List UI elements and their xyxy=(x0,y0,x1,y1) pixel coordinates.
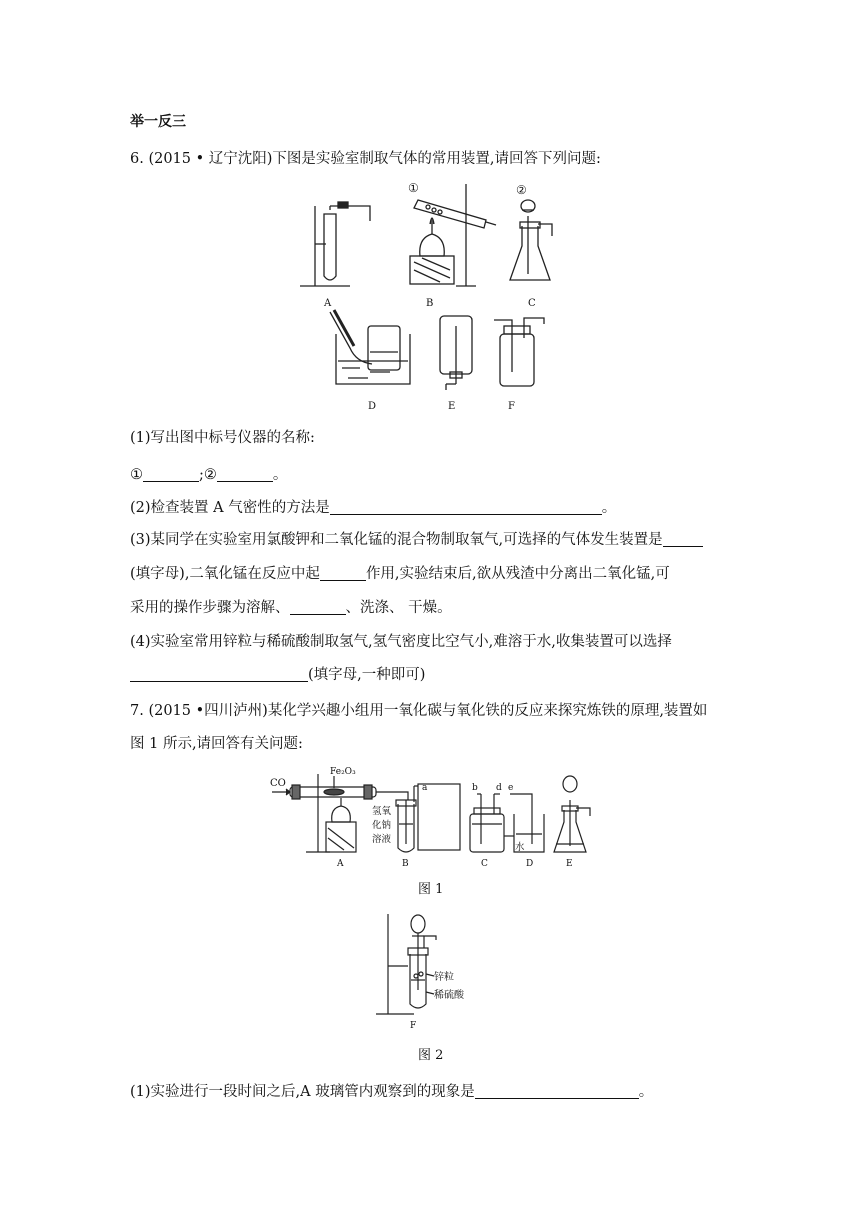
section-title: 举一反三 xyxy=(130,114,186,130)
fig6-mark-2: ② xyxy=(516,183,527,197)
q6-part3-text1: (3)某同学在实验室用氯酸钾和二氧化锰的混合物制取氧气,可选择的气体发生装置是 xyxy=(130,532,663,548)
q6-part4-line2 xyxy=(130,665,425,685)
q7-part1-end: 。 xyxy=(638,1084,654,1100)
q6-blank-3[interactable] xyxy=(330,498,602,515)
q6-part1-end: 。 xyxy=(272,467,288,483)
fig6-label-b: B xyxy=(426,298,434,309)
fig1-port-d: d xyxy=(496,783,502,793)
fig1-water: 水 xyxy=(515,842,525,853)
q7-figure-2 xyxy=(370,906,480,1032)
figure-2-caption: 图 2 xyxy=(418,1048,444,1063)
q6-blank-5[interactable] xyxy=(320,564,366,581)
q6-part3-line1 xyxy=(130,530,703,550)
q6-part3-line2 xyxy=(130,564,670,584)
fig1-label-c: C xyxy=(481,859,488,869)
fig2-label-f: F xyxy=(410,1021,417,1031)
fig1-label-a: A xyxy=(337,859,344,869)
fig1-label-e: E xyxy=(566,859,573,869)
fig6-mark-1: ① xyxy=(408,181,419,195)
q7-stem-line1: 7. (2015 •四川泸州)某化学兴趣小组用一氧化碳与氧化铁的反应来探究炼铁的原理,装置如 xyxy=(130,703,708,719)
figure-1-caption: 图 1 xyxy=(418,882,444,897)
fig1-port-b: b xyxy=(472,783,478,793)
fig1-port-e: e xyxy=(508,783,514,793)
fig2-acid: 稀硫酸 xyxy=(434,990,464,1001)
apparatus-b xyxy=(410,184,496,286)
fig6-label-c: C xyxy=(528,298,536,309)
q6-blank-1[interactable] xyxy=(143,465,199,482)
q6-blank-2[interactable] xyxy=(217,465,273,482)
q6-blank-7[interactable] xyxy=(130,665,308,682)
q6-part4-line1: (4)实验室常用锌粒与稀硫酸制取氢气,氢气密度比空气小,难溶于水,收集装置可以选择 xyxy=(130,634,672,650)
q6-part1-circ1: ① xyxy=(130,467,143,483)
q6-part3-text5: 、洗涤、 干燥。 xyxy=(345,600,452,616)
q7-part1 xyxy=(130,1082,653,1102)
q6-part2-end: 。 xyxy=(601,500,617,516)
q6-part2 xyxy=(130,498,616,518)
apparatus-f xyxy=(494,318,544,386)
fig2-zinc: 锌粒 xyxy=(434,972,454,983)
apparatus-a xyxy=(300,202,370,286)
fig1-naoh-2: 化钠 xyxy=(372,820,392,831)
fig1-naoh-1: 氢氧 xyxy=(372,806,392,817)
q6-part3-text3: 作用,实验结束后,欲从残渣中分离出二氧化锰,可 xyxy=(365,566,670,582)
q6-part3-line3 xyxy=(130,598,452,618)
fig1-label-d: D xyxy=(526,859,534,869)
q7-blank-1[interactable] xyxy=(475,1082,639,1099)
fig1-fe2o3: Fe₂O₃ xyxy=(330,767,356,777)
fig1-port-a: a xyxy=(422,783,428,793)
apparatus-e xyxy=(440,316,472,390)
q7-figure-1 xyxy=(268,764,598,870)
q7-stem-line2: 图 1 所示,请回答有关问题: xyxy=(130,736,303,752)
q6-part4-text2: (填字母,一种即可) xyxy=(308,667,426,683)
q6-stem: 6. (2015 • 辽宁沈阳)下图是实验室制取气体的常用装置,请回答下列问题: xyxy=(130,151,601,167)
apparatus-c xyxy=(510,200,552,280)
fig1-naoh-3: 溶液 xyxy=(372,834,392,845)
q6-part3-text4: 采用的操作步骤为溶解、 xyxy=(130,600,290,616)
fig6-label-d: D xyxy=(368,401,377,412)
q6-part1-sep: ;② xyxy=(199,467,217,483)
q6-apparatus-figure xyxy=(290,176,580,416)
q6-part1-answers xyxy=(130,465,287,485)
fig1-co: CO xyxy=(270,778,286,789)
q7-part1-text: (1)实验进行一段时间之后,A 玻璃管内观察到的现象是 xyxy=(130,1084,475,1100)
q6-part2-text: (2)检查装置 A 气密性的方法是 xyxy=(130,500,330,516)
fig1-label-b: B xyxy=(402,859,409,869)
fig6-label-a: A xyxy=(324,298,332,309)
q6-blank-6[interactable] xyxy=(290,598,346,615)
q6-part3-text2: (填字母),二氧化锰在反应中起 xyxy=(130,566,320,582)
q6-blank-4[interactable] xyxy=(663,530,703,547)
apparatus-d xyxy=(330,310,410,384)
fig6-label-e: E xyxy=(448,401,456,412)
fig6-label-f: F xyxy=(508,401,515,412)
q6-part1: (1)写出图中标号仪器的名称: xyxy=(130,430,315,446)
